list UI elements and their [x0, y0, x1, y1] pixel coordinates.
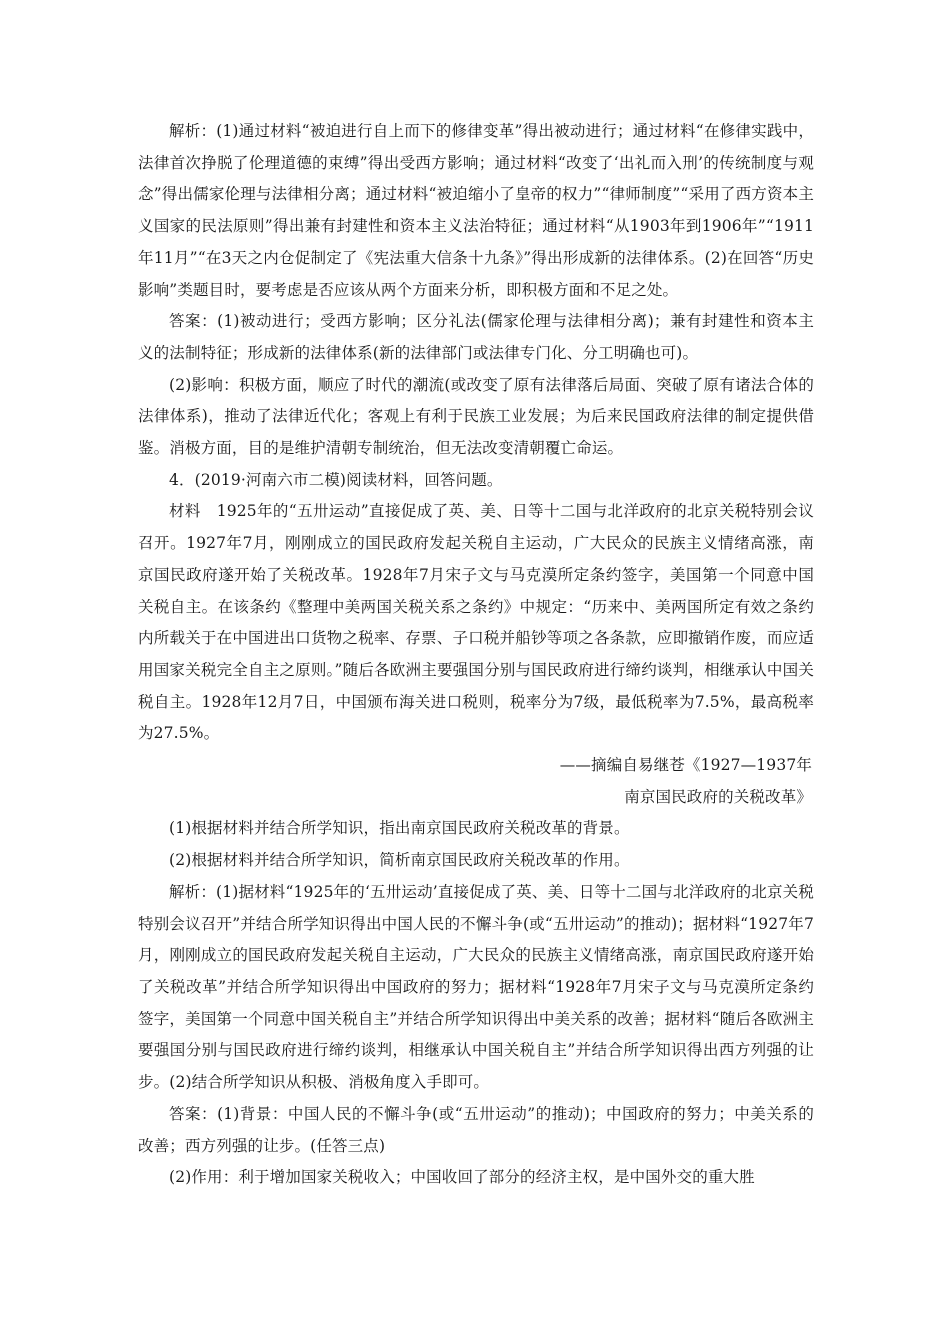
material-paragraph: 材料 1925年的“五卅运动”直接促成了英、美、日等十二国与北洋政府的北京关税特别会议召开。1927年7月，刚刚成立的国民政府发起关税自主运动，广大民众的民族主义情绪高涨，南京国民政府遂开始了关税改革。1928年7月宋子文与马克漠所定条约签字，美国第一个同意中国关税自主。在该条约《整理中美两国关税关系之条约》中规定：“历来中、美两国所定有效之条约内所载关于在中国进出口货物之税率、存票、子口税并船钞等项之各条款，应即撤销作废，而应适用国家关税完全自主之原则。”随后各欧洲主要强国分别与国民政府进行缔约谈判，相继承认中国关税自主。1928年12月7日，中国颁布海关进口税则，税率分为7级，最低税率为7.5%，最高税率为27.5%。 — [138, 502, 814, 743]
document-body — [138, 116, 814, 1194]
answer-paragraph-q4-part1: 答案：(1)背景：中国人民的不懈斗争(或“五卅运动”的推动)；中国政府的努力；中美关系的改善；西方列强的让步。(任答三点) — [138, 1104, 814, 1155]
analysis-paragraph-q3: 解析：(1)通过材料“被迫进行自上而下的修律变革”得出被动进行；通过材料“在修律实践中，法律首次挣脱了伦理道德的束缚”得出受西方影响；通过材料“改变了‘出礼而入刑’的传统制度与观念”得出儒家伦理与法律相分离；通过材料“被迫缩小了皇帝的权力”“律师制度”“采用了西方资本主义国家的民法原则”得出兼有封建性和资本主义法治特征；通过材料“从1903年到1906年”“1911年11月”“在3天之内仓促制定了《宪法重大信条十九条》”得出形成新的法律体系。(2)在回答“历史影响”类题目时，要考虑是否应该从两个方面来分析，即积极方面和不足之处。 — [138, 122, 814, 299]
source-citation-line1: ——摘编自易继苍《1927—1937年 — [559, 756, 812, 775]
answer-paragraph-q3-part1: 答案：(1)被动进行；受西方影响；区分礼法(儒家伦理与法律相分离)；兼有封建性和资本主义的法制特征；形成新的法律体系(新的法律部门或法律专门化、分工明确也可)。 — [138, 312, 814, 362]
question-4-heading: 4．(2019·河南六市二模)阅读材料，回答问题。 — [169, 470, 503, 489]
source-citation-line2: 南京国民政府的关税改革》 — [624, 787, 812, 806]
answer-paragraph-q4-part2: (2)作用：利于增加国家关税收入；中国收回了部分的经济主权，是中国外交的重大胜 — [169, 1168, 755, 1187]
answer-paragraph-q3-part2: (2)影响：积极方面，顺应了时代的潮流(或改变了原有法律落后局面、突破了原有诸法合体的法律体系)，推动了法律近代化；客观上有利于民族工业发展；为后来民国政府法律的制定提供借鉴。消极方面，目的是维护清朝专制统治，但无法改变清朝覆亡命运。 — [138, 375, 814, 458]
sub-question-2: (2)根据材料并结合所学知识，简析南京国民政府关税改革的作用。 — [169, 851, 630, 870]
sub-question-1: (1)根据材料并结合所学知识，指出南京国民政府关税改革的背景。 — [169, 819, 630, 838]
analysis-paragraph-q4: 解析：(1)据材料“1925年的‘五卅运动’直接促成了英、美、日等十二国与北洋政府的北京关税特别会议召开”并结合所学知识得出中国人民的不懈斗争(或“五卅运动”的推动)；据材料“1927年7月，刚刚成立的国民政府发起关税自主运动，广大民众的民族主义情绪高涨，南京国民政府遂开始了关税改革”并结合所学知识得出中国政府的努力；据材料“1928年7月宋子文与马克漠所定条约签字，美国第一个同意中国关税自主”并结合所学知识得出中美关系的改善；据材料“随后各欧洲主要强国分别与国民政府进行缔约谈判，相继承认中国关税自主”并结合所学知识得出西方列强的让步。(2)结合所学知识从积极、消极角度入手即可。 — [138, 882, 814, 1092]
